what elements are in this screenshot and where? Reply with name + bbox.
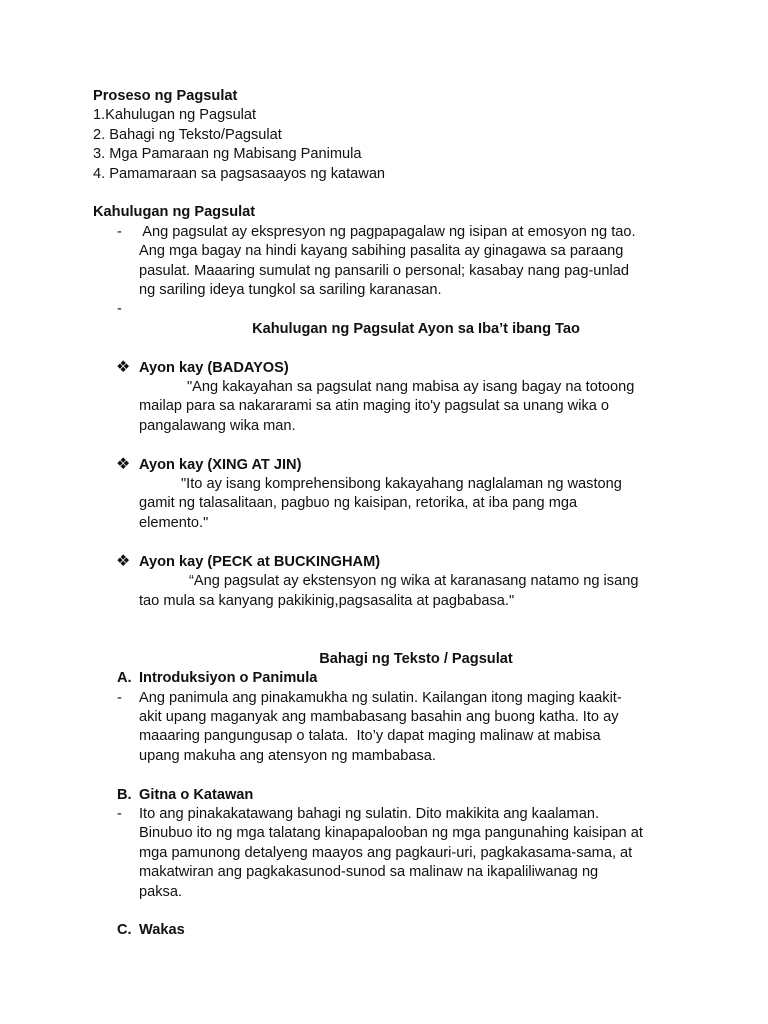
bahagi-heading: Bahagi ng Teksto / Pagsulat [319, 650, 513, 667]
section-title [93, 669, 693, 688]
empty-dash-item [93, 300, 693, 319]
outline-item: 1.Kahulugan ng Pagsulat [93, 107, 257, 124]
section-title [93, 921, 693, 940]
entry-label-text: Ayon kay (PECK at BUCKINGHAM) [139, 553, 381, 570]
spacer [93, 184, 693, 203]
section-title-text: Wakas [139, 922, 185, 939]
ayon-entry-label [93, 359, 693, 378]
paragraph-line: Binubuo ito ng mga talatang kinapapalooban ng mga pangunahing kaisipan at [139, 825, 643, 842]
dash-marker: - [117, 301, 122, 318]
paragraph-line: Ang pagsulat ay ekspresyon ng pagpapagalaw ng isipan at emosyon ng tao. [139, 223, 636, 240]
paragraph-line: Ang panimula ang pinakamukha ng sulatin. Kailangan itong maging kaakit- [139, 689, 622, 706]
section-title [93, 786, 693, 805]
ayon-heading: Kahulugan ng Pagsulat Ayon sa Iba’t ibang Tao [252, 320, 580, 337]
spacer [93, 902, 693, 921]
diamond-bullet-icon: ❖ [116, 552, 131, 570]
paragraph-line: Ito ang pinakakatawang bahagi ng sulatin. Dito makikita ang kaalaman. [139, 805, 599, 822]
quote-line: pangalawang wika man. [139, 417, 296, 434]
ayon-entry-label [93, 456, 693, 475]
paragraph-line: Ang mga bagay na hindi kayang sabihing pasalita ay ginagawa sa paraang [139, 243, 624, 260]
entry-label-text: Ayon kay (BADAYOS) [139, 359, 289, 376]
outline-item: 4. Pamamaraan sa pagsasaayos ng katawan [93, 165, 386, 182]
ayon-entry-label [93, 553, 693, 572]
dash-marker: - [117, 805, 122, 822]
dash-marker: - [117, 689, 122, 706]
kahulugan-heading: Kahulugan ng Pagsulat [93, 204, 256, 221]
section-letter: C. [117, 922, 132, 939]
quote-line: mailap para sa nakararami sa atin maging ito'y pagsulat sa unang wika o [139, 398, 610, 415]
section-paragraph [93, 805, 693, 902]
outline-item: 2. Bahagi ng Teksto/Pagsulat [93, 126, 282, 143]
diamond-bullet-icon: ❖ [116, 455, 131, 473]
paragraph-line: paksa. [139, 883, 182, 900]
quote-line: “Ang pagsulat ay ekstensyon ng wika at karanasang natamo ng isang [189, 573, 639, 590]
quote-line: elemento." [139, 514, 209, 531]
section-letter: B. [117, 786, 132, 803]
quote-line: gamit ng talasalitaan, pagbuo ng kaisipan, retorika, at iba pang mga [139, 495, 578, 512]
quote-line: "Ang kakayahan sa pagsulat nang mabisa ay isang bagay na totoong [187, 379, 635, 396]
diamond-bullet-icon: ❖ [116, 358, 131, 376]
paragraph-line: maaaring pangungusap o talata. Ito’y dapat maging malinaw at mabisa [139, 728, 601, 745]
section-title-text: Gitna o Katawan [139, 786, 254, 803]
section-letter: A. [117, 670, 132, 687]
spacer [93, 339, 693, 358]
document-title: Proseso ng Pagsulat [93, 88, 238, 104]
paragraph-line: ng sariling ideya tungkol sa sariling karanasan. [139, 282, 442, 299]
spacer [93, 533, 693, 552]
ayon-quote [93, 378, 693, 436]
document-page [93, 87, 693, 941]
spacer [93, 630, 693, 649]
spacer [93, 436, 693, 455]
section-paragraph [93, 689, 693, 767]
paragraph-line: upang makuha ang atensyon ng mambabasa. [139, 747, 436, 764]
ayon-quote [93, 572, 693, 611]
spacer [93, 611, 693, 630]
paragraph-line: makatwiran ang pagkakasunod-sunod sa malinaw na ikapaliliwanag ng [139, 864, 599, 881]
spacer [93, 766, 693, 785]
outline-item: 3. Mga Pamaraan ng Mabisang Panimula [93, 146, 362, 163]
ayon-quote [93, 475, 693, 533]
paragraph-line: mga pamunong detalyeng maayos ang pagkauri-uri, pagkakasama-sama, at [139, 844, 633, 861]
dash-marker: - [117, 223, 122, 240]
kahulugan-paragraph [93, 223, 693, 301]
quote-line: tao mula sa kanyang pakikinig,pagsasalita at pagbabasa." [139, 592, 515, 609]
section-title-text: Introduksiyon o Panimula [139, 670, 318, 687]
entry-label-text: Ayon kay (XING AT JIN) [139, 456, 302, 473]
quote-line: "Ito ay isang komprehensibong kakayahang naglalaman ng wastong [181, 476, 622, 493]
paragraph-line: akit upang maganyak ang mambabasang basahin ang buong katha. Ito ay [139, 708, 619, 725]
paragraph-line: pasulat. Maaaring sumulat ng pansarili o personal; kasabay nang pag-unlad [139, 262, 630, 279]
